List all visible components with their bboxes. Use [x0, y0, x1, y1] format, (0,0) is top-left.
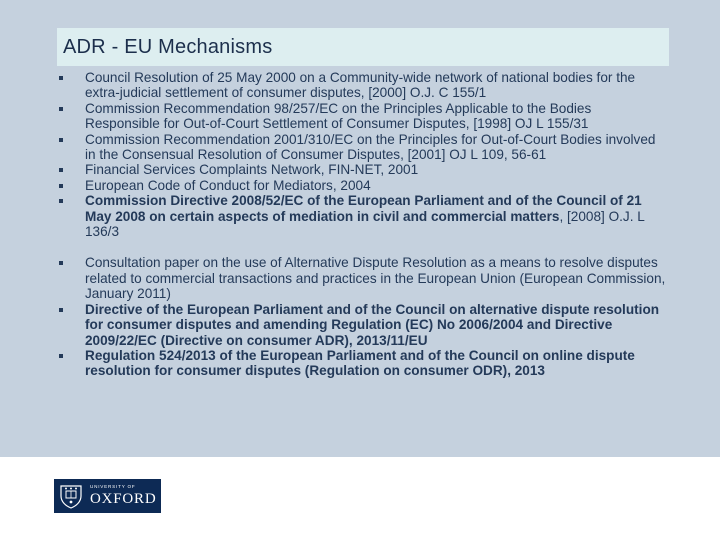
bullet-text: , [2008] O.J. L 136/3: [85, 208, 645, 240]
bullet-text: Commission Recommendation 2001/310/EC on the Principles for Out-of-Court Bodies involved in the Consensual Resolution of Consumer Disputes, [2001] OJ L 109, 56-61: [85, 131, 656, 163]
bullet-item: [57, 70, 669, 101]
bullet-item: [57, 193, 669, 239]
bullet-item: [57, 162, 669, 177]
title-bar: [57, 28, 669, 66]
bullet-item: [57, 348, 669, 379]
bullet-bold-text: Regulation 524/2013 of the European Parliament and of the Council on online dispute resolution for consumer disputes (Regulation on consumer ODR), 2013: [85, 347, 635, 379]
bullet-text: Consultation paper on the use of Alternative Dispute Resolution as a means to resolve disputes related to commercial transactions and practices in the European Union (European Commission, January 2011): [85, 255, 666, 302]
logo-small-text: UNIVERSITY OF: [90, 484, 136, 489]
bullet-bold-text: Directive of the European Parliament and of the Council on alternative dispute resolution for consumer disputes and amending Regulation (EC) No 2006/2004 and Directive 2009/22/EC (Directive on consumer ADR), 2013/11/EU: [85, 301, 660, 348]
oxford-logo: [54, 479, 161, 513]
university-crest-icon: [58, 483, 84, 509]
bullet-item: [57, 101, 669, 132]
bullet-text: European Code of Conduct for Mediators, 2004: [85, 177, 371, 193]
bullet-text: Commission Recommendation 98/257/EC on the Principles Applicable to the Bodies Responsible for Out-of-Court Settlement of Consumer Disputes, [1998] OJ L 155/31: [85, 100, 592, 132]
bullet-item: [57, 255, 669, 301]
bullet-text: Financial Services Complaints Network, FIN-NET, 2001: [85, 162, 419, 178]
logo-large-text: OXFORD: [90, 491, 157, 507]
slide-title: ADR - EU Mechanisms: [63, 36, 273, 58]
bullet-text: Council Resolution of 25 May 2000 on a Community-wide network of national bodies for the extra-judicial settlement of consumer disputes, [2000] O.J. C 155/1: [85, 70, 636, 101]
bullet-list: [57, 70, 669, 379]
bullet-item: [57, 302, 669, 348]
spacer: [57, 239, 669, 255]
bullet-bold-text: Commission Directive 2008/52/EC of the European Parliament and of the Council of 21 May 2008 on certain aspects of mediation in civil and commercial matters: [85, 193, 642, 224]
bullet-item: [57, 132, 669, 163]
bullet-item: [57, 178, 669, 193]
